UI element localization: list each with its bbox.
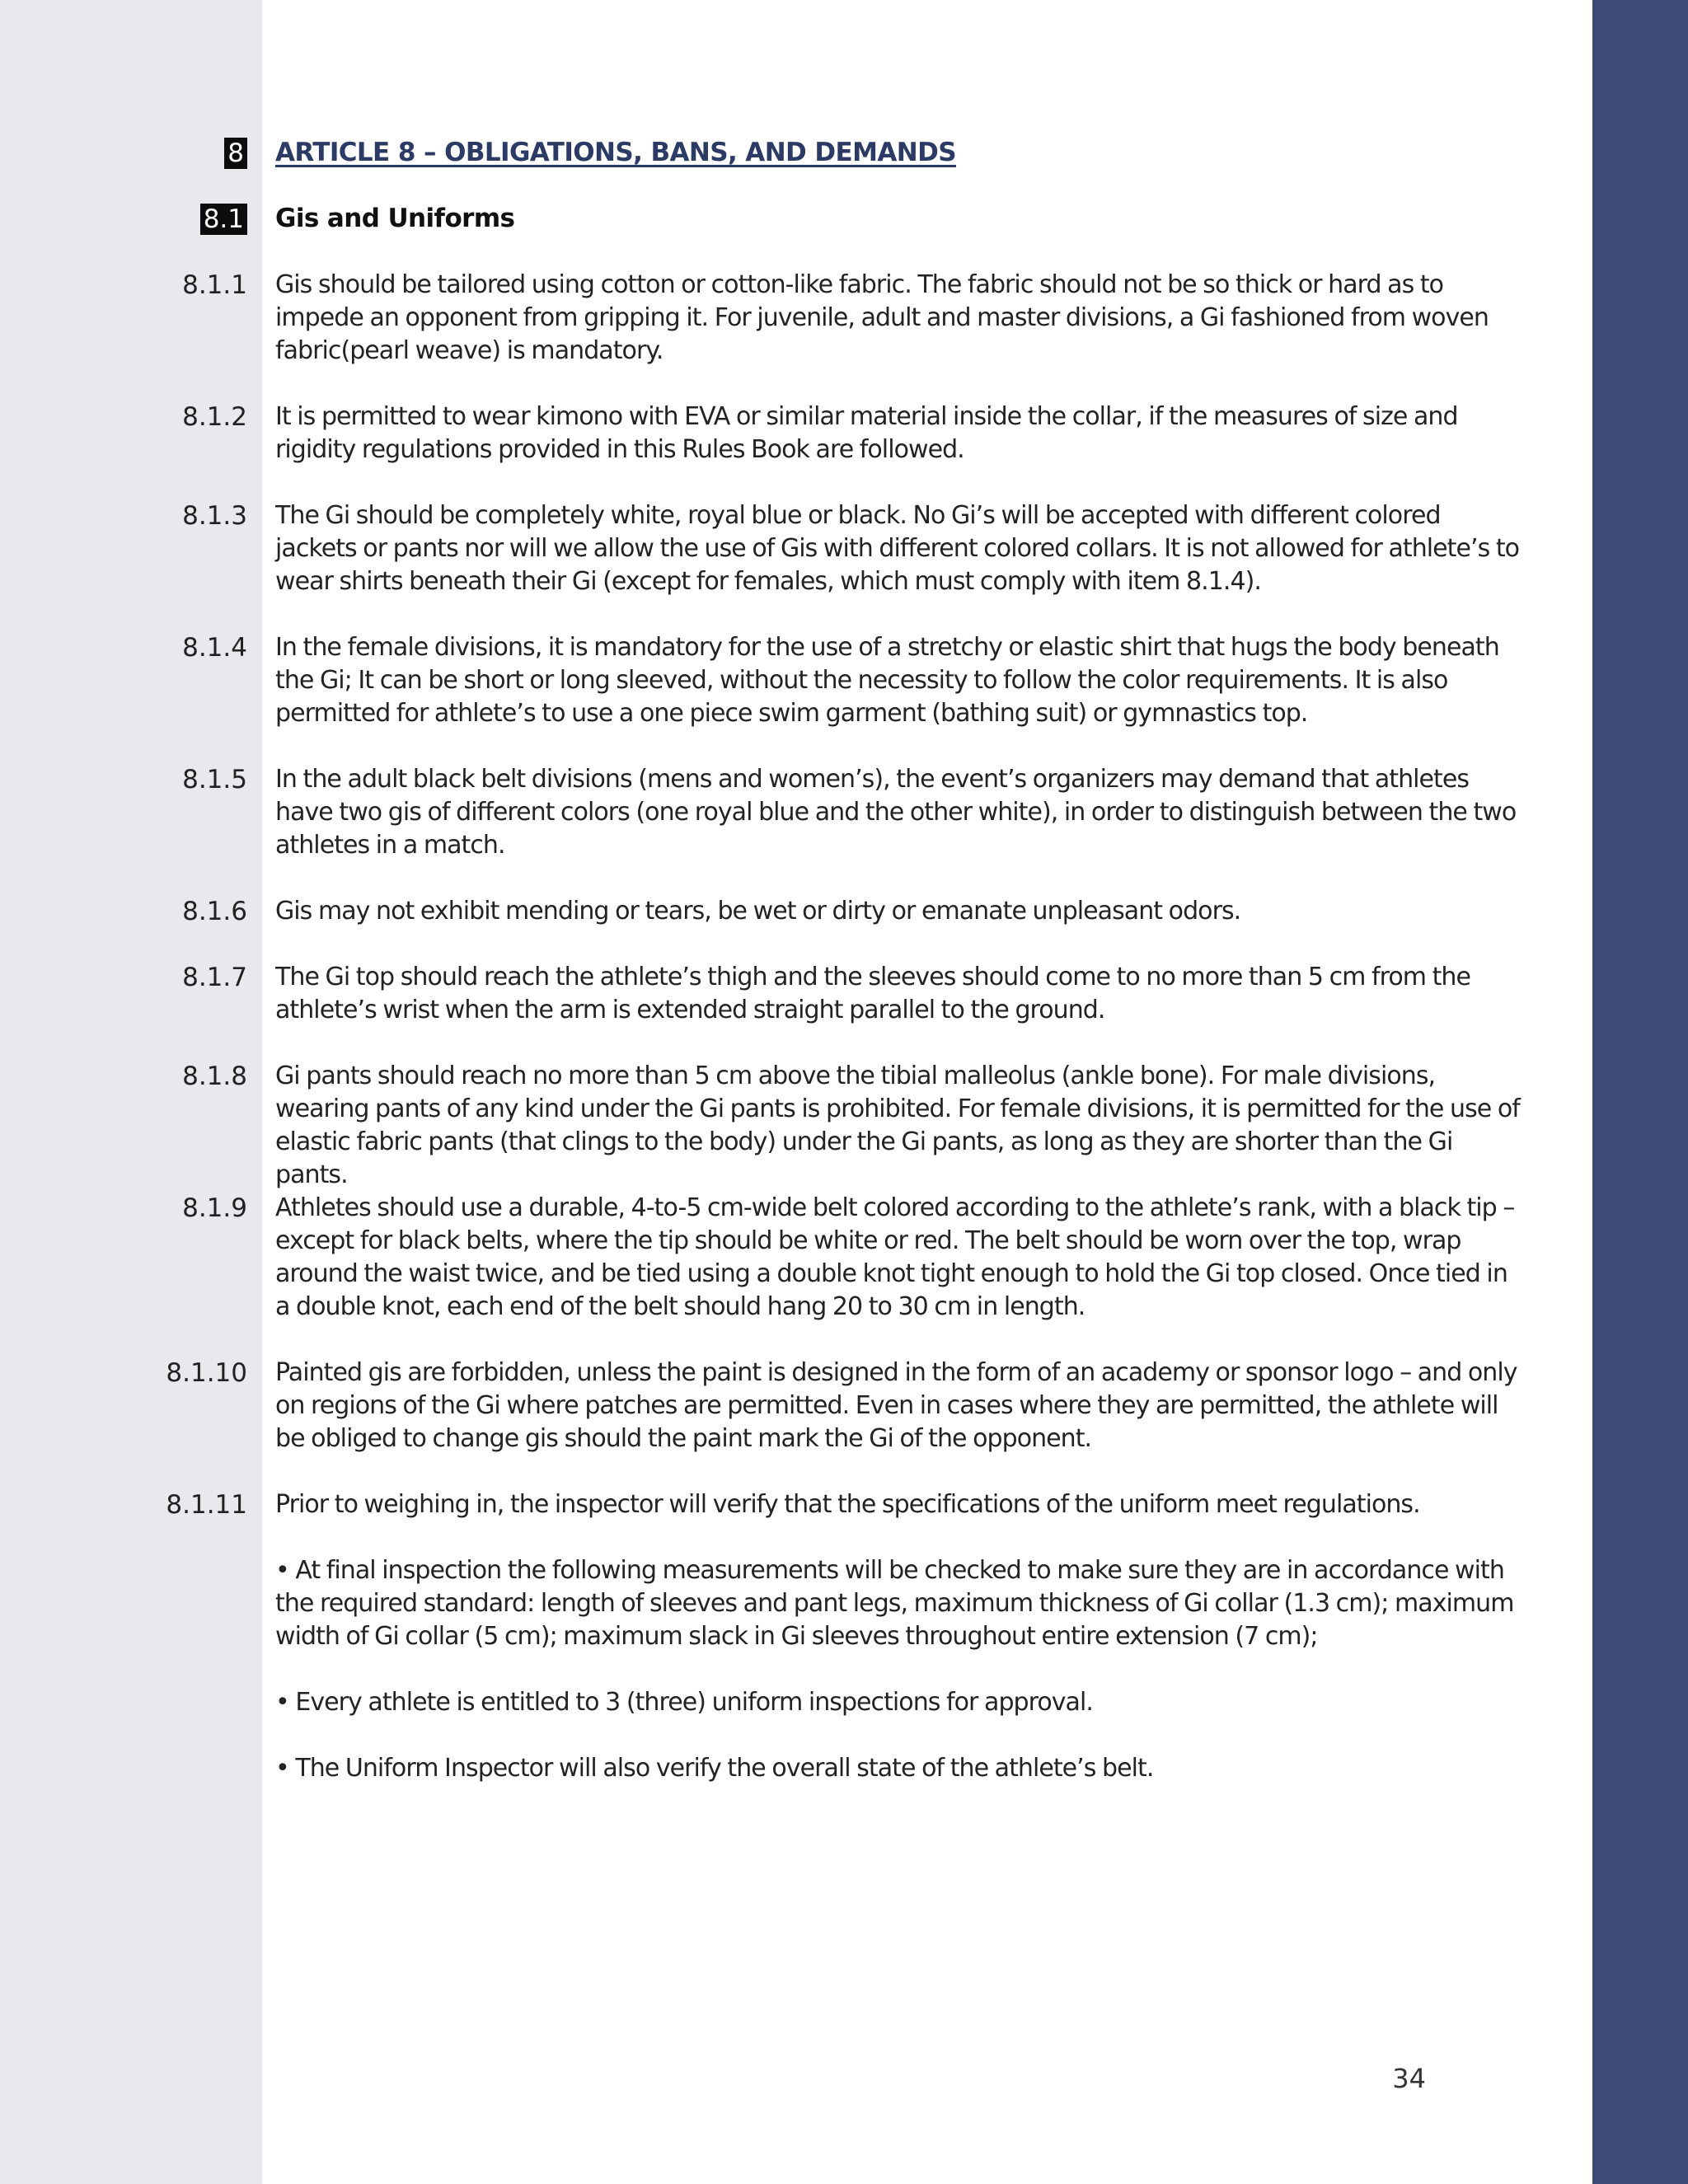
item-text: Prior to weighing in, the inspector will verify that the specifications of the uniform meet regulations. [275,1490,1420,1519]
item-text: In the adult black belt divisions (mens and women’s), the event’s organizers may demand that athletes have two gis of different colors (one royal blue and the other white), in order to distinguish between the two athletes in a match. [275,765,1517,860]
item-number: 8.1.6 [182,897,247,926]
item-text: The Gi top should reach the athlete’s thigh and the sleeves should come to no more than 5 cm from the athlete’s wrist when the arm is extended straight parallel to the ground. [275,963,1470,1024]
page-number: 34 [1392,2063,1426,2094]
item-text: Athletes should use a durable, 4-to-5 cm-wide belt colored according to the athlete’s rank, with a black tip – except for black belts, where the tip should be white or red. The belt should be worn over the top, wrap around the waist twice, and be tied using a double knot tight enough to hold the Gi top closed. Once tied in a double knot, each end of the belt should hang 20 to 30 cm in length. [275,1193,1515,1321]
item-text: Gis may not exhibit mending or tears, be wet or dirty or emanate unpleasant odors. [275,897,1241,926]
item-number: 8.1.1 [182,270,247,300]
item-text: The Gi should be completely white, royal blue or black. No Gi’s will be accepted with different colored jackets or pants nor will we allow the use of Gis with different colored collars. It is not allowed for athlete’s to wear shirts beneath their Gi (except for females, which must comply with item 8.1.4). [275,501,1520,596]
bullet-text: • Every athlete is entitled to 3 (three) uniform inspections for approval. [275,1688,1093,1717]
item-text: Painted gis are forbidden, unless the paint is designed in the form of an academy or sponsor logo – and only on regions of the Gi where patches are permitted. Even in cases where they are permitted, the athlete will be obliged to change gis should the paint mark the Gi of the opponent. [275,1358,1517,1453]
item-text: Gi pants should reach no more than 5 cm above the tibial malleolus (ankle bone). For male divisions, wearing pants of any kind under the Gi pants is prohibited. For female divisions, it is permitted for the use of elastic fabric pants (that clings to the body) under the Gi pants, as long as they are shorter than the Gi pants. [275,1062,1520,1189]
item-number: 8.1.7 [182,963,247,992]
item-text: Gis should be tailored using cotton or cotton-like fabric. The fabric should not be so thick or hard as to impede an opponent from gripping it. For juvenile, adult and master divisions, a Gi fashioned from woven fabric(pearl weave) is mandatory. [275,270,1489,365]
item-number: 8.1.2 [182,402,247,432]
item-number: 8.1.11 [166,1490,247,1520]
right-edge-band [1592,0,1688,2184]
item-text: In the female divisions, it is mandatory for the use of a stretchy or elastic shirt that hugs the body beneath the Gi; It can be short or long sleeved, without the necessity to follow the color requirements. It is also permitted for athlete’s to use a one piece swim garment (bathing suit) or gymnastics top. [275,633,1499,728]
section-number-badge: 8.1 [200,204,247,235]
item-number: 8.1.9 [182,1193,247,1223]
article-number-badge: 8 [224,138,247,169]
section-title: Gis and Uniforms [275,204,515,233]
item-number: 8.1.5 [182,765,247,794]
item-number: 8.1.3 [182,501,247,531]
item-text: It is permitted to wear kimono with EVA or similar material inside the collar, if the measures of size and rigidity regulations provided in this Rules Book are followed. [275,402,1458,464]
article-title: ARTICLE 8 – OBLIGATIONS, BANS, AND DEMANDS [275,138,956,167]
bullet-text: • At final inspection the following measurements will be checked to make sure they are in accordance with the required standard: length of sleeves and pant legs, maximum thickness of Gi collar (1.3 cm); maximum width of Gi collar (5 cm); maximum slack in Gi sleeves throughout entire extension (7 cm); [275,1556,1514,1651]
item-number: 8.1.4 [182,633,247,663]
item-number: 8.1.10 [166,1358,247,1388]
item-number: 8.1.8 [182,1062,247,1091]
bullet-text: • The Uniform Inspector will also verify the overall state of the athlete’s belt. [275,1754,1154,1783]
